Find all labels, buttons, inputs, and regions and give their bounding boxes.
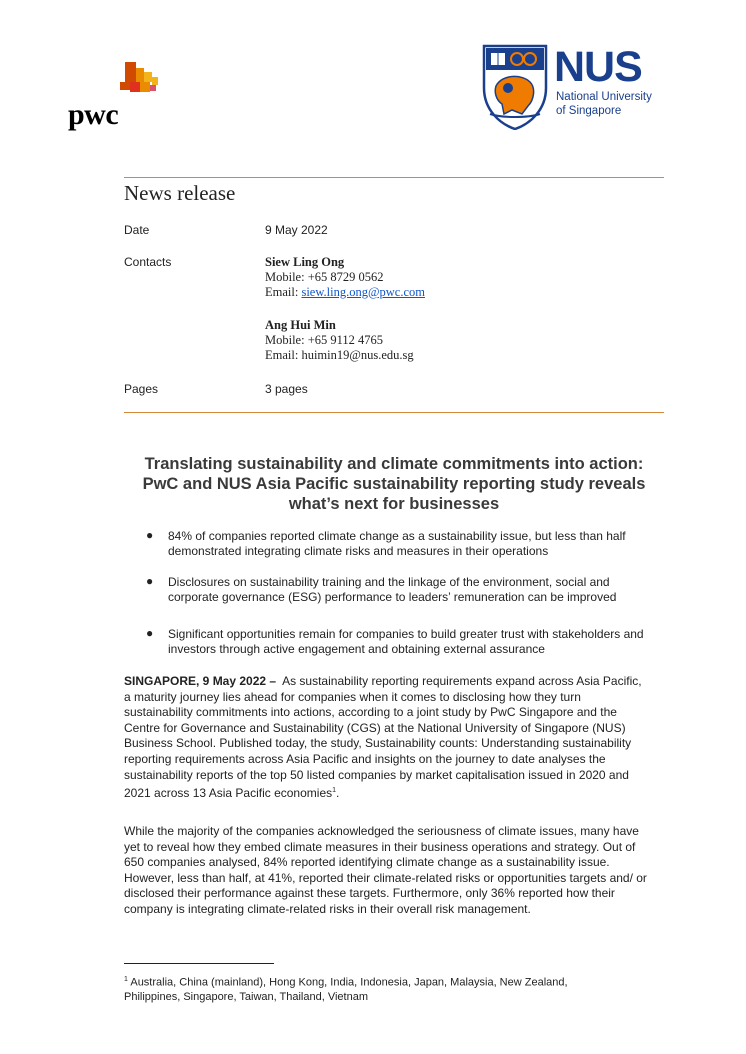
pwc-logo <box>68 60 168 134</box>
bullet-dot-icon: ● <box>146 626 154 640</box>
headline-line-2: PwC and NUS Asia Pacific sustainability reporting study reveals <box>142 475 646 493</box>
para-line: Business School. Published today, the study, Sustainability counts: Understanding sustainability <box>124 736 632 751</box>
nus-crest-icon <box>482 44 548 130</box>
bullet-dot-icon: ● <box>146 574 154 588</box>
para-end: . <box>336 786 340 801</box>
date-value: 9 May 2022 <box>265 223 328 237</box>
contact-1-email-link[interactable]: siew.ling.ong@pwc.com <box>301 285 425 299</box>
para-line: yet to reveal how they embed climate measures in their business operations and strategy. Out of <box>124 839 636 854</box>
para-line: However, less than half, at 41%, reported their climate-related risks or opportunities targets and/ or <box>124 870 647 885</box>
para-line: 2021 across 13 Asia Pacific economies <box>124 786 333 801</box>
contact-1-name: Siew Ling Ong <box>265 255 345 269</box>
contact-1-mobile: Mobile: +65 8729 0562 <box>265 270 384 284</box>
footnote-mark: 1 <box>124 976 128 983</box>
pages-value: 3 pages <box>265 382 308 396</box>
bullet-line: corporate governance (ESG) performance to leaders’ remuneration can be improved <box>168 590 617 604</box>
bullet-line: Disclosures on sustainability training and the linkage of the environment, social and <box>168 575 610 589</box>
footnote-line: Australia, China (mainland), Hong Kong, India, Indonesia, Japan, Malaysia, New Zealand, <box>127 976 568 989</box>
bullet-line: Significant opportunities remain for companies to build greater trust with stakeholders and <box>168 627 644 641</box>
para-line: As sustainability reporting requirements expand across Asia Pacific, <box>276 674 642 688</box>
para-line: 650 companies analysed, 84% reported identifying climate change as a sustainability issue. <box>124 855 610 870</box>
nus-name-line2: of Singapore <box>556 105 622 117</box>
body-paragraph-1 <box>124 674 672 802</box>
bottom-divider <box>124 412 664 413</box>
contact-1-email-prefix: Email: <box>265 285 302 299</box>
bullet-line: 84% of companies reported climate change as a sustainability issue, but less than half <box>168 529 626 543</box>
para-line: company is integrating climate-related risks in their overall risk management. <box>124 901 531 916</box>
footnote-divider <box>124 963 274 964</box>
contact-2-email: Email: huimin19@nus.edu.sg <box>265 348 414 362</box>
bullet-dot-icon: ● <box>146 528 154 542</box>
contact-2-mobile: Mobile: +65 9112 4765 <box>265 333 384 347</box>
footnote-line: Philippines, Singapore, Taiwan, Thailand, Vietnam <box>124 991 368 1004</box>
footnote <box>124 973 672 1005</box>
para-line: While the majority of the companies acknowledged the seriousness of climate issues, many have <box>124 824 639 838</box>
nus-logo <box>482 44 672 130</box>
para-line: disclosed their performance against these targets. Furthermore, only 36% reported how their <box>124 886 615 901</box>
nus-wordmark: NUS <box>554 43 642 91</box>
headline <box>124 454 664 514</box>
nus-name-line1: National University <box>556 91 652 103</box>
contact-2 <box>265 318 414 363</box>
para-line: sustainability commitments into actions, according to a joint study by PwC Singapore and the <box>124 705 617 720</box>
news-release-heading: News release <box>124 181 236 205</box>
body-paragraph-2 <box>124 824 672 918</box>
headline-line-3: what’s next for businesses <box>288 495 500 513</box>
contact-2-name: Ang Hui Min <box>265 318 336 332</box>
footnote-reference[interactable]: 1 <box>332 787 337 795</box>
bullet-line: investors through active engagement and obtaining external assurance <box>168 642 545 656</box>
bullet-line: demonstrated integrating climate risks and measures in their operations <box>168 544 549 558</box>
headline-line-1: Translating sustainability and climate commitments into action: <box>144 455 644 473</box>
contact-1 <box>265 255 425 300</box>
para-line: reporting requirements across Asia Pacific and insights on the journey to date analyses the <box>124 751 606 766</box>
date-label: Date <box>124 223 150 237</box>
para-line: Centre for Governance and Sustainability (CGS) at the National University of Singapore (NUS) <box>124 720 626 735</box>
para-line: a maturity journey lies ahead for companies when it comes to disclosing how they turn <box>124 689 581 704</box>
contacts-label: Contacts <box>124 255 172 269</box>
dateline: SINGAPORE, 9 May 2022 – <box>124 674 277 688</box>
top-divider <box>124 177 664 178</box>
pages-label: Pages <box>124 382 159 396</box>
contact-1-email-line <box>265 285 425 300</box>
pwc-wordmark: pwc <box>68 98 119 131</box>
para-line: sustainability reports of the top 50 listed companies by market capitalisation issued in 2020 and <box>124 767 629 782</box>
